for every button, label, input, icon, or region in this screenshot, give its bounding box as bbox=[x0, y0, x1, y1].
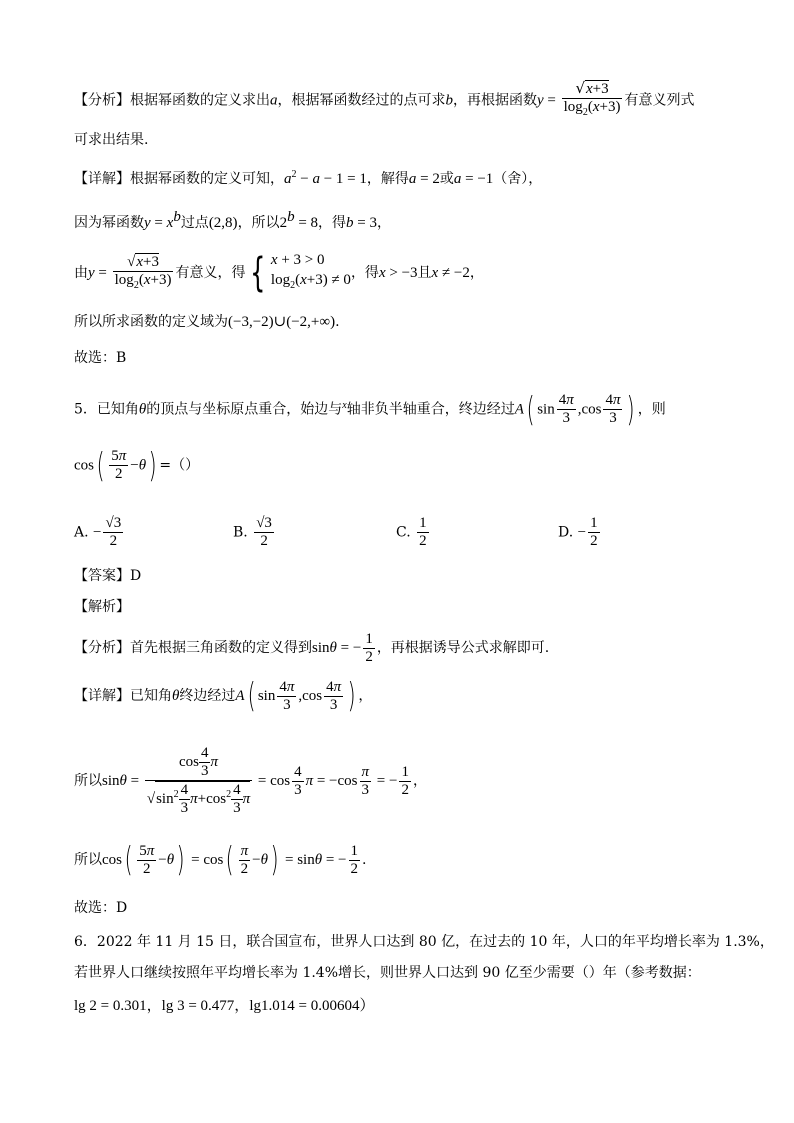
ref-sep-1: ， bbox=[146, 998, 162, 1014]
detail-text-1: 根据幂函数的定义可知， bbox=[130, 171, 284, 187]
domain-text: 所以所求函数的定义域为 bbox=[74, 314, 228, 330]
q5-detail-text-1: 已知角 bbox=[130, 688, 172, 704]
solution-label: 【解析】 bbox=[74, 599, 130, 615]
detail-line3-text-2: 有意义，得 bbox=[175, 265, 246, 281]
ref-close: ） bbox=[359, 998, 375, 1014]
q5-analysis-line: 【分析】首先根据三角函数的定义得到sinθ = − $\frac{1}{2}$ ，再根据诱导公式求解即可. bbox=[74, 630, 550, 665]
detail-text-2: ，解得 bbox=[366, 171, 409, 187]
q5-stem-text-2: 的顶点与坐标原点重合，始边与 bbox=[146, 401, 343, 418]
choice-line-1 bbox=[74, 348, 126, 368]
analysis-text-3: ，再根据函数 bbox=[453, 92, 537, 109]
q5-cos-line: 所以cos( $\frac{5\pi}{2}$ −θ) = cos( $\frac{\pi}{2}$ −θ) = sinθ = − $\frac{1}{2}$ . bbox=[74, 840, 367, 880]
option-a-value: $\frac{√3}{2}$ bbox=[105, 515, 122, 549]
detail-label: 【详解】 bbox=[74, 171, 130, 187]
q5-cos-text-1: 所以 bbox=[74, 852, 102, 868]
detail-line-2: 因为幂函数$y = x^b$过点(2,8)，所以$2^b = 8$，得b = 3， bbox=[74, 209, 391, 231]
q5-analysis-label: 【分析】 bbox=[74, 640, 130, 656]
ref-lg3: lg 3 = 0.477 bbox=[161, 998, 235, 1014]
ref-lg2: lg 2 = 0.301 bbox=[74, 998, 147, 1014]
frac-half: $\frac{1}{2}$ bbox=[365, 630, 373, 665]
analysis-text-4: 有意义列式 bbox=[624, 92, 695, 109]
frac-5pi-2-b: $\frac{5\pi}{2}$ bbox=[139, 842, 155, 877]
q5-stem-line-2: cos( $\frac{5\pi}{2}$ −θ) =（） bbox=[74, 445, 200, 486]
answer-value: D bbox=[130, 568, 142, 584]
q5-sin-text-1: 所以 bbox=[74, 773, 102, 789]
q5-analysis-text-1: 首先根据三角函数的定义得到 bbox=[130, 640, 312, 656]
frac-4pi-3-a: $\frac{4\pi}{3}$ bbox=[558, 392, 574, 427]
frac-half-2: $\frac{1}{2}$ bbox=[401, 763, 409, 798]
option-b-label: B. bbox=[233, 524, 248, 541]
option-c[interactable] bbox=[396, 515, 431, 550]
frac-4pi-3-d: $\frac{4\pi}{3}$ bbox=[326, 678, 342, 713]
detail-line-1: 【详解】根据幂函数的定义可知，$a^2 - a - 1 = 1$，解得a = 2或a = −1（舍）， bbox=[74, 169, 543, 187]
answer-label: 【答案】 bbox=[74, 568, 130, 584]
option-b[interactable] bbox=[233, 515, 276, 550]
inequality-system: x + 3 > 0 $\log_2(x+3) \ne 0$ bbox=[270, 252, 351, 291]
system-brace: { bbox=[250, 250, 266, 296]
detail-line-3: 由y = $\frac{√x+3}{\log_2(x+3)}$ 有意义，得 { x + 3 > 0 $\log_2(x+3) \ne 0$ ，得x > −3且x ≠ −2， bbox=[74, 250, 484, 296]
frac-4-3: $\frac{4}{3}$ bbox=[294, 763, 302, 798]
q6-stem-line-2 bbox=[74, 963, 701, 983]
fraction-sqrt-over-log: $\frac{√x+3}{\log_2(x+3)}$ bbox=[563, 79, 621, 118]
analysis-label: 【分析】 bbox=[74, 92, 130, 109]
option-a[interactable]: A. − $\frac{√3}{2}$ bbox=[74, 515, 122, 549]
detail-line3-text-3: ，得 bbox=[350, 265, 379, 281]
ref-sep-2: ， bbox=[234, 998, 250, 1014]
q5-sin-line: 所以sinθ = cos $\frac{4}{3}$ π $√\sin^2$ $\frac{4}{3}$ $\pi+\cos^2$ $\frac{4}{3}$ π = cos $\frac{4}{3}$ π = −cos $\frac{\pi}{3}$ = − $\frac{1}{2}$ ， bbox=[74, 745, 427, 816]
math-b: b bbox=[445, 92, 453, 109]
answer-line bbox=[74, 566, 141, 586]
detail-line2-text-4: ，得 bbox=[318, 215, 347, 231]
option-d-label: D. bbox=[558, 524, 574, 541]
solution-line bbox=[74, 597, 130, 617]
detail-line3-text-4: 且 bbox=[417, 265, 432, 281]
q6-stem-text-2: 若世界人口继续按照年平均增长率为 1.4%增长，则世界人口达到 90 亿至少需要（）年（参考数据： bbox=[74, 965, 701, 981]
frac-pi-2: $\frac{\pi}{2}$ bbox=[240, 842, 249, 877]
analysis-text-2: ，根据幂函数经过的点可求 bbox=[277, 92, 446, 109]
detail-text-4: （舍）， bbox=[493, 171, 543, 187]
q5-detail-line: 【详解】已知角θ终边经过A( sin $\frac{4\pi}{3}$ ,cos $\frac{4\pi}{3}$ ) ， bbox=[74, 676, 373, 716]
frac-big-sin: cos $\frac{4}{3}$ π $√\sin^2$ $\frac{4}{3}$ $\pi+\cos^2$ $\frac{4}{3}$ π bbox=[146, 745, 251, 816]
detail-line2-text-2: 过点 bbox=[180, 215, 209, 231]
math-a: a bbox=[270, 92, 278, 109]
q5-stem-text-1: 5．已知角 bbox=[74, 401, 139, 418]
analysis-text-1: 根据幂函数的定义求出 bbox=[130, 92, 270, 109]
analysis-line-2 bbox=[74, 130, 148, 150]
analysis-line-1: 【分析】根据幂函数的定义求出a，根据幂函数经过的点可求b，再根据函数y = $\frac{√x+3}{\log_2(x+3)}$ 有意义列式 bbox=[74, 80, 694, 121]
choice-b: 故选：B bbox=[74, 350, 127, 366]
q6-stem-text-1: 6．2022 年 11 月 15 日，联合国宣布，世界人口达到 80 亿，在过去的 10 年，人口的年平均增长率为 1.3%， bbox=[74, 934, 774, 950]
frac-4pi-3-c: $\frac{4\pi}{3}$ bbox=[279, 678, 295, 713]
choice-line-2 bbox=[74, 898, 127, 918]
q6-reference-line bbox=[74, 996, 374, 1016]
q5-detail-text-3: ， bbox=[358, 688, 373, 704]
q5-analysis-text-2: ，再根据诱导公式求解即可. bbox=[376, 640, 550, 656]
frac-5pi-2: $\frac{5\pi}{2}$ bbox=[111, 448, 127, 482]
frac-4pi-3-b: $\frac{4\pi}{3}$ bbox=[605, 392, 621, 427]
q6-stem-line-1 bbox=[74, 932, 774, 952]
detail-line2-text-5: ， bbox=[377, 215, 391, 231]
option-c-value: $\frac{1}{2}$ bbox=[419, 515, 427, 549]
q5-sin-text-2: ， bbox=[412, 773, 427, 789]
q5-stem-text-4: ，则 bbox=[637, 401, 666, 418]
detail-text-3: 或 bbox=[439, 171, 454, 187]
q5-cos-text-2: . bbox=[362, 852, 367, 868]
fraction-sqrt-over-log-2: $\frac{√x+3}{\log_2(x+3)}$ bbox=[114, 253, 172, 291]
option-d-value: $\frac{1}{2}$ bbox=[590, 515, 598, 549]
math-domain: (−3,−2)∪(−2,+∞) bbox=[228, 314, 336, 330]
domain-period: . bbox=[335, 314, 340, 330]
math-equation-a: $a^2 - a - 1 = 1$ bbox=[284, 169, 367, 187]
analysis-continuation: 可求出结果. bbox=[74, 132, 149, 148]
detail-line2-text-3: ，所以 bbox=[237, 215, 280, 231]
option-d[interactable]: D. − $\frac{1}{2}$ bbox=[558, 515, 598, 549]
choice-d: 故选：D bbox=[74, 900, 128, 916]
q5-stem-text-5: =（） bbox=[159, 457, 200, 474]
math-point: (2,8) bbox=[208, 215, 238, 231]
option-b-value: $\frac{√3}{2}$ bbox=[256, 515, 272, 549]
option-a-label: A. bbox=[74, 524, 89, 541]
frac-half-3: $\frac{1}{2}$ bbox=[350, 842, 359, 877]
ref-lg1014: lg1.014 = 0.00604 bbox=[249, 998, 360, 1014]
q5-detail-text-2: 终边经过 bbox=[179, 688, 236, 704]
q5-stem-text-3: 轴非负半轴重合，终边经过 bbox=[346, 401, 515, 418]
frac-pi-3: $\frac{\pi}{3}$ bbox=[361, 763, 370, 798]
detail-line3-text-5: ， bbox=[469, 265, 484, 281]
math-2b-eq-8: $2^b = 8$ bbox=[279, 209, 319, 231]
detail-line3-text-1: 由 bbox=[74, 265, 88, 281]
math-y-eq: y bbox=[537, 92, 544, 109]
domain-line bbox=[74, 312, 340, 332]
math-power-function: $y = x^b$ bbox=[144, 209, 181, 231]
q5-detail-label: 【详解】 bbox=[74, 688, 130, 704]
option-c-label: C. bbox=[396, 524, 411, 541]
detail-line2-text-1: 因为幂函数 bbox=[74, 215, 144, 231]
q5-stem-line-1: 5．已知角θ的顶点与坐标原点重合，始边与$^x$轴非负半轴重合，终边经过A( sin $\frac{4\pi}{3}$ ,cos $\frac{4\pi}{3}$ ) ，则 bbox=[74, 389, 666, 430]
